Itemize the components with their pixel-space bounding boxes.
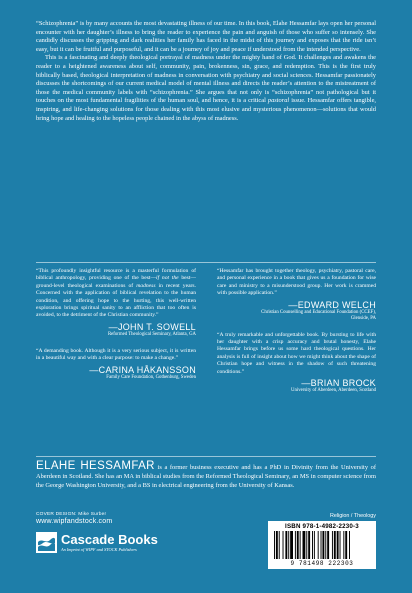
publisher-logo-text — [61, 533, 158, 553]
category-label: Religion / Theology — [329, 513, 376, 519]
endorsement-text: “This profoundly insightful resource is a masterful formulation of biblical anthropology, providing one of the best—if not the best—ground-level theological examinations of madness in recent years. Concerned with the application of biblical revelation to the human condition, and offering hope to the hurting, this well-written exploration brings spiritual sanity to an affliction that too often is avoided, to the detriment of the Christian community.” — [36, 268, 196, 319]
isbn-label: ISBN 978-1-4982-2230-3 — [285, 523, 359, 530]
credits — [36, 512, 112, 525]
cascade-logo-icon — [36, 532, 57, 553]
endorser-affiliation: Reformed Theological Seminary, Atlanta, GA — [107, 331, 196, 337]
book-description — [36, 20, 376, 123]
endorser-affiliation: Family Care Foundation, Gothenburg, Sweden — [106, 374, 196, 380]
endorsement-text: “A demanding book. Although it is a very serious subject, it is written in a beautiful way and with a clear purpose: to make a change.” — [36, 347, 196, 362]
endorser-affiliation-location: Glenside, PA — [350, 315, 376, 321]
endorser-affiliation: University of Aberdeen, Aberdeen, Scotland — [291, 388, 376, 394]
endorser-name: —EDWARD WELCH — [288, 299, 376, 310]
endorsement-sowell — [36, 268, 196, 338]
publisher-website-link[interactable]: www.wipfandstock.com — [36, 518, 113, 525]
endorser-name: —BRIAN BROCK — [301, 378, 376, 389]
publisher-tagline: An Imprint of WIPF and STOCK Publishers — [61, 546, 137, 552]
divider-top — [36, 262, 376, 263]
isbn-barcode — [268, 521, 376, 569]
publisher-logo — [36, 532, 158, 553]
endorsements-left-column — [36, 268, 196, 391]
barcode-digits: 9 781498 222303 — [290, 560, 354, 567]
description-paragraph-2: This is a fascinating and deeply theological portrayal of madness under the mighty hand of God. It challenges and awakens the reader to a heightened awareness about self, community, pain, brokenness, sin, grace, and redemption. This is the first truly biblically based, theological interpretation of madness in conversation with psychiatry and social sciences. Hessamfar passionately discusses the shortcomings of our current medical model of mental illness and directs the reader’s attention to the mistreatment of those the medical community labels with “schizophrenia.” She argues that not only is “schizophrenia” not pathological but it touches on the most fundamental fragilities of the human soul, and hence, it is a critical pastoral issue. Hessamfar offers tangible, inspiring, and life-changing solutions for those dealing with this most elusive and mysterious phenomenon—solutions that would bring hope and healing to the hopeless people chained in the abyss of madness. — [36, 54, 377, 122]
endorser-affiliation: Christian Counselling and Educational Foundation (CCEF), — [261, 309, 376, 315]
endorser-name: —CARINA HÅKANSSON — [89, 364, 196, 375]
barcode-icon — [274, 531, 370, 559]
endorsement-text: “A truly remarkable and unforgettable book. By bursting to life with her daughter with a crisp accuracy and brutal honesty, Elahe Hessamfar brings before us some hard theological questions. Her analysis is full of insight about how we might think about the shape of Christian hope and witness in the shadow of such threatening conditions.” — [217, 331, 376, 375]
author-name: ELAHE HESSAMFAR — [36, 460, 155, 472]
endorsement-welch — [217, 268, 376, 322]
cover-design-credit: COVER DESIGN: Mike Surber — [36, 512, 107, 517]
description-paragraph-1: “Schizophrenia” is by many accounts the most devastating illness of our time. In this book, Elahe Hessamfar lays open her personal encounter with her daughter’s illness to bring the reader to experience the pain and anguish of those who suffer so intensely. She candidly discusses the gripping and dark realities her family has faced in the midst of this journey and exposes that the ride isn’t easy, but it can be fruitful and purposeful, and it can be a journey of joy and peace if understood from the intended perspective. — [36, 20, 376, 53]
author-bio-text: is a former business executive and has a PhD in Divinity from the University of Aberdeen in Scotland. She has an MA in biblical studies from the Reformed Theological Seminary, an MS in computer science from the George Washington University, and a BS in electrical engineering from the University of Kansas. — [36, 464, 376, 489]
endorsements-right-column — [217, 268, 376, 404]
author-bio — [36, 462, 376, 490]
endorsement-hakansson — [36, 348, 196, 381]
publisher-name: Cascade Books — [61, 531, 158, 547]
endorsement-text: “Hessamfar has brought together theology, psychiatry, pastoral care, and personal experience in a book that gives us a foundation for wise care and ministry to a misunderstood group. Her work is crammed with possible application.” — [217, 268, 376, 297]
endorsements — [36, 268, 376, 452]
endorsement-brock — [217, 332, 376, 394]
endorser-name: —JOHN T. SOWELL — [108, 321, 196, 332]
divider-bottom — [36, 456, 376, 457]
